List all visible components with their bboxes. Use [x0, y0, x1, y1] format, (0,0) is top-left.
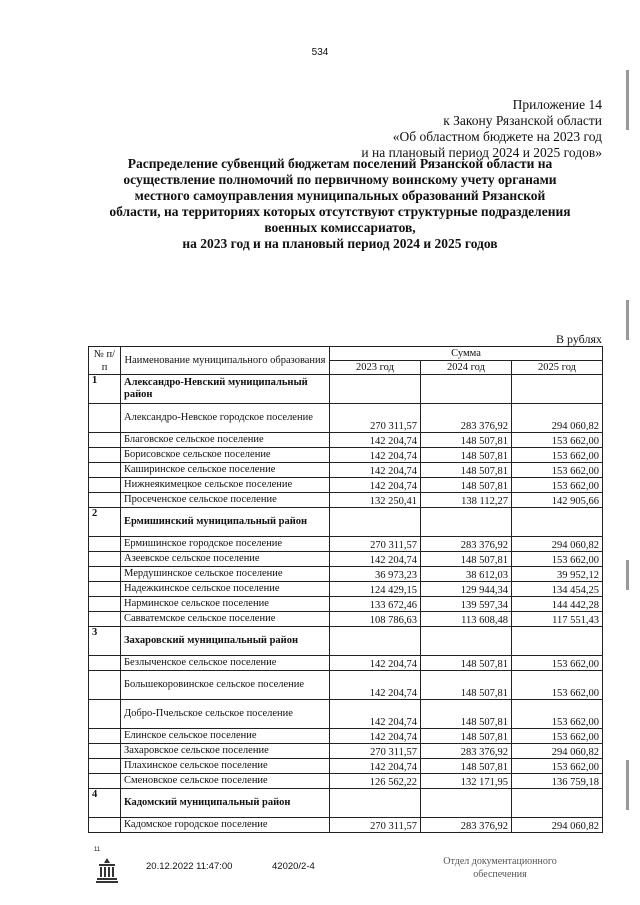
amount-2025-cell: 294 060,82 [512, 818, 603, 833]
appendix-line: и на плановый период 2024 и 2025 годов» [361, 145, 602, 160]
name-cell: Савватемское сельское поселение [121, 612, 330, 627]
row-number-cell [89, 700, 121, 729]
amount-2024-cell: 132 171,95 [421, 774, 512, 789]
amount-2023-cell [330, 375, 421, 404]
amount-2024-cell: 38 612,03 [421, 567, 512, 582]
row-number-cell [89, 744, 121, 759]
row-number-cell [89, 818, 121, 833]
row-number-cell [89, 612, 121, 627]
amount-2025-cell: 153 662,00 [512, 729, 603, 744]
amount-2023-cell: 142 204,74 [330, 433, 421, 448]
amount-2025-cell: 153 662,00 [512, 656, 603, 671]
name-cell: Елинское сельское поселение [121, 729, 330, 744]
row-number-cell [89, 759, 121, 774]
table-row [89, 656, 603, 671]
table-row [89, 552, 603, 567]
header-sum: Сумма [330, 347, 603, 361]
name-cell: Азеевское сельское поселение [121, 552, 330, 567]
name-cell: Безлыченское сельское поселение [121, 656, 330, 671]
table-row [89, 567, 603, 582]
subsidy-table [88, 346, 603, 833]
amount-2024-cell [421, 508, 512, 537]
amount-2023-cell: 142 204,74 [330, 463, 421, 478]
title-line: осуществление полномочий по первичному воинскому учету органами [123, 172, 557, 187]
amount-2025-cell [512, 508, 603, 537]
amount-2025-cell: 153 662,00 [512, 463, 603, 478]
name-cell: Каширинское сельское поселение [121, 463, 330, 478]
table-row [89, 744, 603, 759]
row-number-cell: 2 [89, 508, 121, 537]
appendix-line: к Закону Рязанской области [443, 113, 602, 128]
amount-2025-cell: 153 662,00 [512, 700, 603, 729]
row-number-cell [89, 729, 121, 744]
table-row [89, 774, 603, 789]
title-line: местного самоуправления муниципальных образований Рязанской [134, 188, 546, 203]
row-number-cell [89, 448, 121, 463]
amount-2023-cell: 108 786,63 [330, 612, 421, 627]
amount-2024-cell: 148 507,81 [421, 656, 512, 671]
title-line: военных комиссариатов, [264, 220, 416, 235]
amount-2023-cell: 270 311,57 [330, 404, 421, 433]
amount-2023-cell: 142 204,74 [330, 656, 421, 671]
amount-2023-cell: 124 429,15 [330, 582, 421, 597]
table-row [89, 729, 603, 744]
amount-2024-cell: 148 507,81 [421, 552, 512, 567]
name-cell: Захаровский муниципальный район [121, 627, 330, 656]
header-2025: 2025 год [512, 361, 603, 375]
row-number-cell [89, 671, 121, 700]
row-number-cell [89, 656, 121, 671]
amount-2023-cell: 142 204,74 [330, 448, 421, 463]
table-row [89, 478, 603, 493]
row-number-cell [89, 774, 121, 789]
amount-2025-cell [512, 627, 603, 656]
name-cell: Кадомский муниципальный район [121, 789, 330, 818]
amount-2024-cell: 148 507,81 [421, 448, 512, 463]
name-cell: Мердушинское сельское поселение [121, 567, 330, 582]
amount-2023-cell: 142 204,74 [330, 478, 421, 493]
amount-2024-cell: 113 608,48 [421, 612, 512, 627]
margin-mark [626, 560, 629, 590]
table-row [89, 759, 603, 774]
table-row [89, 818, 603, 833]
amount-2023-cell: 142 204,74 [330, 759, 421, 774]
name-cell: Большекоровинское сельское поселение [121, 671, 330, 700]
amount-2025-cell: 294 060,82 [512, 744, 603, 759]
amount-2023-cell: 142 204,74 [330, 552, 421, 567]
amount-2023-cell [330, 508, 421, 537]
name-cell: Захаровское сельское поселение [121, 744, 330, 759]
amount-2025-cell: 153 662,00 [512, 671, 603, 700]
header-name: Наименование муниципального образования [121, 347, 330, 375]
amount-2025-cell: 39 952,12 [512, 567, 603, 582]
row-number-cell [89, 537, 121, 552]
row-number-cell [89, 433, 121, 448]
amount-2024-cell: 139 597,34 [421, 597, 512, 612]
amount-2023-cell: 132 250,41 [330, 493, 421, 508]
appendix-line: «Об областном бюджете на 2023 год [392, 129, 602, 144]
row-number-cell [89, 567, 121, 582]
amount-2024-cell: 283 376,92 [421, 818, 512, 833]
amount-2025-cell: 142 905,66 [512, 493, 603, 508]
table-row [89, 612, 603, 627]
amount-2024-cell: 138 112,27 [421, 493, 512, 508]
emblem-icon [94, 856, 120, 884]
appendix-line: Приложение 14 [512, 97, 602, 112]
name-cell: Сменовское сельское поселение [121, 774, 330, 789]
footer-signature-mark: 11 [94, 847, 101, 853]
row-number-cell: 4 [89, 789, 121, 818]
amount-2024-cell: 148 507,81 [421, 671, 512, 700]
amount-2023-cell: 270 311,57 [330, 744, 421, 759]
name-cell: Нарминское сельское поселение [121, 597, 330, 612]
name-cell: Александро-Невский муниципальный район [121, 375, 330, 404]
appendix-header [361, 97, 602, 161]
title-line: Распределение субвенций бюджетам поселений Рязанской области на [127, 156, 553, 171]
amount-2024-cell: 148 507,81 [421, 729, 512, 744]
amount-2025-cell: 153 662,00 [512, 759, 603, 774]
table-row [89, 433, 603, 448]
amount-2025-cell: 153 662,00 [512, 552, 603, 567]
row-number-cell [89, 404, 121, 433]
amount-2024-cell [421, 375, 512, 404]
row-number-cell [89, 478, 121, 493]
amount-2024-cell: 283 376,92 [421, 404, 512, 433]
row-number-cell [89, 552, 121, 567]
table-row [89, 463, 603, 478]
amount-2023-cell: 133 672,46 [330, 597, 421, 612]
amount-2025-cell: 294 060,82 [512, 537, 603, 552]
amount-2023-cell [330, 627, 421, 656]
amount-2025-cell: 136 759,18 [512, 774, 603, 789]
amount-2025-cell: 134 454,25 [512, 582, 603, 597]
amount-2024-cell [421, 627, 512, 656]
amount-2023-cell: 126 562,22 [330, 774, 421, 789]
name-cell: Ермишинский муниципальный район [121, 508, 330, 537]
amount-2024-cell [421, 789, 512, 818]
row-number-cell: 3 [89, 627, 121, 656]
stamp-line: обеспечения [473, 869, 527, 880]
table-row [89, 537, 603, 552]
district-row [89, 375, 603, 404]
amount-2025-cell: 117 551,43 [512, 612, 603, 627]
stamp-line: Отдел документационного [443, 856, 557, 867]
margin-mark [626, 760, 629, 810]
amount-2025-cell: 153 662,00 [512, 448, 603, 463]
name-cell: Александро-Невское городское поселение [121, 404, 330, 433]
units-label: В рублях [555, 332, 602, 346]
amount-2023-cell [330, 789, 421, 818]
amount-2025-cell: 153 662,00 [512, 433, 603, 448]
amount-2025-cell [512, 789, 603, 818]
table-row [89, 671, 603, 700]
amount-2024-cell: 129 944,34 [421, 582, 512, 597]
amount-2024-cell: 148 507,81 [421, 463, 512, 478]
amount-2024-cell: 283 376,92 [421, 744, 512, 759]
table-row [89, 448, 603, 463]
name-cell: Нижнеякимецкое сельское поселение [121, 478, 330, 493]
footer-datetime: 20.12.2022 11:47:00 [146, 861, 233, 872]
row-number-cell [89, 597, 121, 612]
name-cell: Просеченское сельское поселение [121, 493, 330, 508]
table-row [89, 582, 603, 597]
amount-2023-cell: 142 204,74 [330, 671, 421, 700]
name-cell: Ермишинское городское поселение [121, 537, 330, 552]
amount-2023-cell: 142 204,74 [330, 700, 421, 729]
amount-2023-cell: 270 311,57 [330, 818, 421, 833]
table-row [89, 700, 603, 729]
row-number-cell: 1 [89, 375, 121, 404]
title-line: области, на территориях которых отсутствуют структурные подразделения [109, 204, 571, 219]
amount-2024-cell: 148 507,81 [421, 478, 512, 493]
row-number-cell [89, 582, 121, 597]
amount-2025-cell: 144 442,28 [512, 597, 603, 612]
name-cell: Борисовское сельское поселение [121, 448, 330, 463]
amount-2024-cell: 283 376,92 [421, 537, 512, 552]
name-cell: Надежкинское сельское поселение [121, 582, 330, 597]
page-number: 534 [311, 47, 329, 58]
table-row [89, 404, 603, 433]
footer-registration-number: 42020/2-4 [272, 861, 315, 872]
amount-2025-cell: 153 662,00 [512, 478, 603, 493]
amount-2023-cell: 36 973,23 [330, 567, 421, 582]
header-2023: 2023 год [330, 361, 421, 375]
title-line: на 2023 год и на плановый период 2024 и 2025 годов [182, 236, 498, 251]
amount-2023-cell: 142 204,74 [330, 729, 421, 744]
amount-2024-cell: 148 507,81 [421, 759, 512, 774]
footer-department-stamp [425, 855, 575, 881]
district-row [89, 627, 603, 656]
row-number-cell [89, 463, 121, 478]
document-title [80, 156, 600, 252]
header-2024: 2024 год [421, 361, 512, 375]
district-row [89, 508, 603, 537]
header-num: № п/п [89, 347, 121, 375]
row-number-cell [89, 493, 121, 508]
amount-2025-cell [512, 375, 603, 404]
table-body [89, 375, 603, 833]
name-cell: Кадомское городское поселение [121, 818, 330, 833]
name-cell: Плахинское сельское поселение [121, 759, 330, 774]
margin-mark [626, 300, 629, 340]
amount-2024-cell: 148 507,81 [421, 700, 512, 729]
table-row [89, 493, 603, 508]
table-row [89, 597, 603, 612]
margin-mark [626, 70, 629, 130]
amount-2025-cell: 294 060,82 [512, 404, 603, 433]
name-cell: Добро-Пчельское сельское поселение [121, 700, 330, 729]
amount-2024-cell: 148 507,81 [421, 433, 512, 448]
district-row [89, 789, 603, 818]
name-cell: Благовское сельское поселение [121, 433, 330, 448]
amount-2023-cell: 270 311,57 [330, 537, 421, 552]
